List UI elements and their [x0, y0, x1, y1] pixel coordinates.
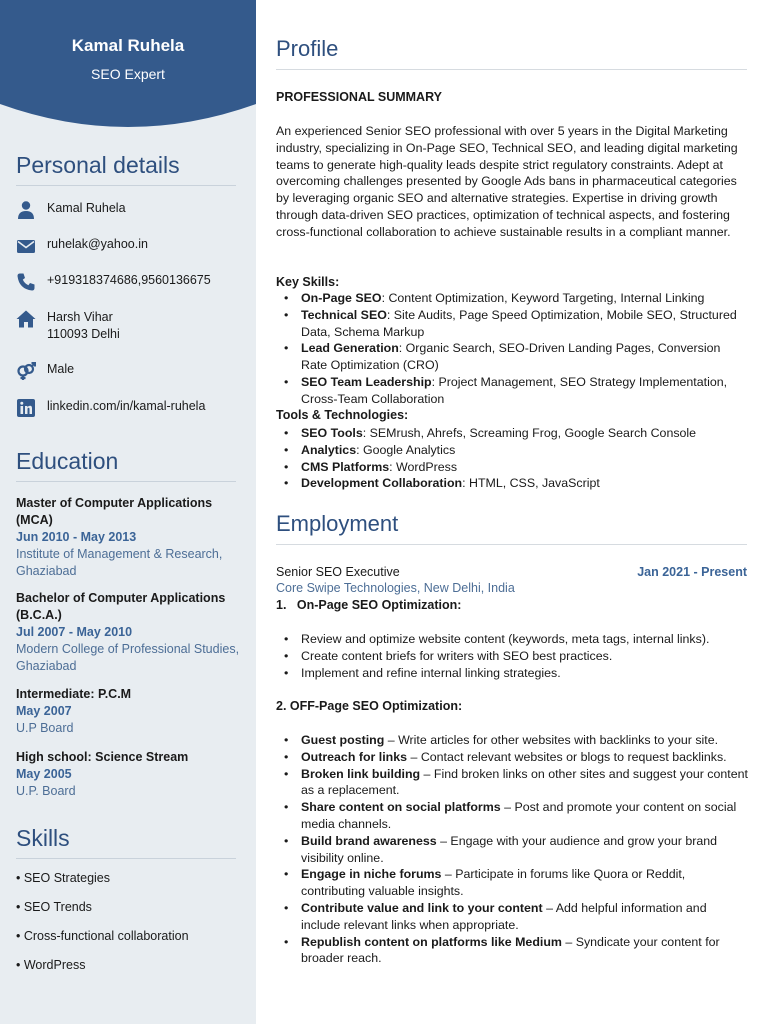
- list-item: • Development Collaboration: HTML, CSS, JavaScript: [276, 475, 748, 492]
- education-item: [16, 749, 242, 800]
- detail-email-text[interactable]: ruhelak@yahoo.in: [47, 237, 148, 251]
- list-item: • Share content on social platforms – Post and promote your content on social media channels.: [276, 799, 748, 833]
- education-institution: U.P. Board: [16, 784, 76, 798]
- linkedin-icon: [16, 398, 36, 418]
- education-item: [16, 590, 242, 675]
- education-institution: Institute of Management & Research, Ghaziabad: [16, 547, 223, 578]
- skills-heading: Skills: [16, 825, 236, 859]
- address-line1: Harsh Vihar: [47, 310, 113, 324]
- list-item: • Republish content on platforms like Medium – Syndicate your content for broader reach.: [276, 934, 748, 968]
- mail-icon: [16, 236, 36, 256]
- detail-name-text: Kamal Ruhela: [47, 201, 126, 215]
- list-item: • Analytics: Google Analytics: [276, 442, 748, 459]
- education-date: Jul 2007 - May 2010: [16, 625, 133, 639]
- education-degree: High school: Science Stream: [16, 750, 189, 764]
- education-date: Jun 2010 - May 2013: [16, 530, 137, 544]
- candidate-title: SEO Expert: [91, 66, 165, 82]
- key-skills-list: [276, 290, 748, 408]
- detail-name: [16, 200, 241, 220]
- list-item: • Guest posting – Write articles for other websites with backlinks to your site.: [276, 732, 748, 749]
- header-banner: [0, 0, 256, 136]
- list-item: • Review and optimize website content (keywords, meta tags, internal links).: [276, 631, 748, 648]
- list-item: • Broken link building – Find broken links on other sites and suggest your content as a replacement.: [276, 766, 748, 800]
- list-item: • Contribute value and link to your content – Add helpful information and include relevant links when appropriate.: [276, 900, 748, 934]
- detail-email: [16, 236, 241, 256]
- gender-icon: [16, 361, 36, 381]
- detail-linkedin-text[interactable]: linkedin.com/in/kamal-ruhela: [47, 399, 206, 413]
- detail-gender-text: Male: [47, 362, 75, 376]
- sidebar: [0, 0, 256, 1024]
- education-institution: Modern College of Professional Studies, Ghaziabad: [16, 642, 240, 673]
- education-item: [16, 495, 242, 580]
- education-degree: Bachelor of Computer Applications (B.C.A.): [16, 591, 226, 622]
- education-date: May 2005: [16, 767, 72, 781]
- employment-heading: Employment: [276, 511, 747, 545]
- list-item: • Technical SEO: Site Audits, Page Speed Optimization, Mobile SEO, Structured Data, Schema Markup: [276, 307, 748, 341]
- education-institution: U.P Board: [16, 721, 74, 735]
- phone-icon: [16, 272, 36, 292]
- person-icon: [16, 200, 36, 220]
- section1-list: [276, 631, 748, 681]
- tools-label: Tools & Technologies:: [276, 408, 409, 422]
- list-item: • Build brand awareness – Engage with your audience and grow your brand visibility online.: [276, 833, 748, 867]
- detail-address: [16, 309, 241, 343]
- list-item: • SEO Tools: SEMrush, Ahrefs, Screaming Frog, Google Search Console: [276, 425, 748, 442]
- education-date: May 2007: [16, 704, 72, 718]
- job-date: Jan 2021 - Present: [637, 565, 747, 579]
- personal-details-heading: Personal details: [16, 152, 236, 186]
- job-company: Core Swipe Technologies, New Delhi, India: [276, 581, 515, 595]
- education-degree: Intermediate: P.C.M: [16, 687, 132, 701]
- detail-phone-text: +919318374686,9560136675: [47, 273, 211, 287]
- detail-phone: [16, 272, 241, 292]
- summary-text: An experienced Senior SEO professional with over 5 years in the Digital Marketing industry, specializing in On-Page SEO, Technical SEO, and leading digital marketing teams to generate high-quality leads despite strict regulatory constraints. Adept at overcoming challenges presented by Google Ads bans in pharmaceutical categories by leveraging organic SEO and alternative strategies. Expertise in driving growth through data-driven SEO practices, optimization of technical aspects, and fostering cross-functional collaboration to achieve sustainable results in a compliant manner.: [276, 124, 738, 239]
- detail-gender: [16, 361, 241, 381]
- education-heading: Education: [16, 448, 236, 482]
- education-degree: Master of Computer Applications (MCA): [16, 496, 213, 527]
- section2-title: 2. OFF-Page SEO Optimization:: [276, 699, 463, 713]
- list-item: • Outreach for links – Contact relevant websites or blogs to request backlinks.: [276, 749, 748, 766]
- list-item: • Engage in niche forums – Participate in forums like Quora or Reddit, contributing valuable insights.: [276, 866, 748, 900]
- detail-linkedin: [16, 398, 241, 418]
- skill-item: • SEO Strategies: [16, 871, 111, 885]
- skill-item: • Cross-functional collaboration: [16, 929, 189, 943]
- skill-item: • SEO Trends: [16, 900, 92, 914]
- candidate-name: Kamal Ruhela: [71, 36, 185, 55]
- profile-heading: Profile: [276, 36, 747, 70]
- list-item: • CMS Platforms: WordPress: [276, 459, 748, 476]
- key-skills-label: Key Skills:: [276, 275, 340, 289]
- address-line2: 110093 Delhi: [47, 327, 120, 341]
- list-item: • SEO Team Leadership: Project Management, SEO Strategy Implementation, Cross-Team Collaboration: [276, 374, 748, 408]
- section1-title: 1. On-Page SEO Optimization:: [276, 598, 462, 612]
- education-item: [16, 686, 242, 737]
- job-title: Senior SEO Executive: [276, 565, 400, 579]
- tools-list: [276, 425, 748, 492]
- summary-label: PROFESSIONAL SUMMARY: [276, 90, 442, 104]
- detail-address-text: [47, 309, 120, 343]
- list-item: • Lead Generation: Organic Search, SEO-Driven Landing Pages, Conversion Rate Optimization (CRO): [276, 340, 748, 374]
- skill-item: • WordPress: [16, 958, 86, 972]
- section2-list: [276, 732, 748, 967]
- list-item: • Create content briefs for writers with SEO best practices.: [276, 648, 748, 665]
- list-item: • On-Page SEO: Content Optimization, Keyword Targeting, Internal Linking: [276, 290, 748, 307]
- list-item: • Implement and refine internal linking strategies.: [276, 665, 748, 682]
- home-icon: [16, 309, 36, 329]
